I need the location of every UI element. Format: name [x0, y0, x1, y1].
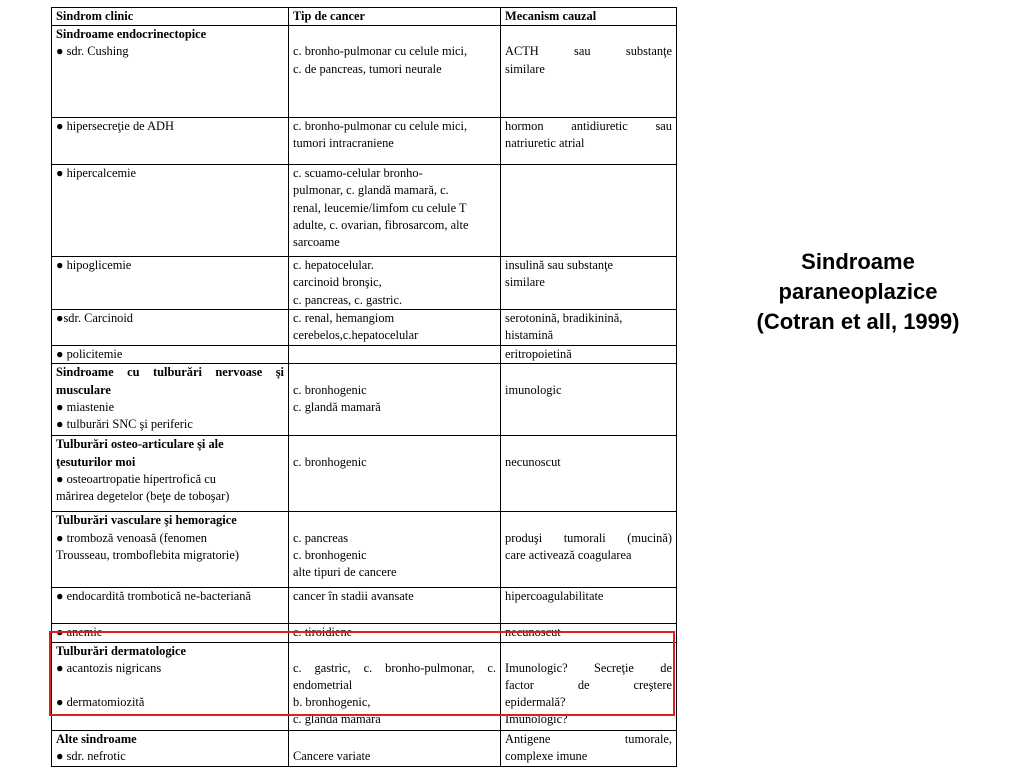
syndrome-item: ● anemie: [56, 625, 103, 640]
cell-clinical: [52, 588, 289, 624]
syndrome-item: ● endocardită trombotică ne-bacteriană: [56, 589, 251, 604]
syndrome-item: ● sdr. nefrotic: [56, 748, 126, 763]
paraneoplastic-syndromes-table: [51, 7, 677, 767]
group-heading: Alte sindroame: [56, 731, 137, 746]
cancer-line: adulte, c. ovarian, fibrosarcom, alte: [293, 217, 469, 232]
header-causal-mechanism: Mecanism cauzal: [501, 8, 677, 26]
mechanism-line: Imunologic?: [505, 712, 568, 727]
table-row: [52, 310, 677, 346]
cell-clinical: [52, 364, 289, 436]
mechanism-line: Imunologic? Secreţie de: [505, 660, 672, 675]
cell-cancer: [289, 730, 501, 766]
table-row: [52, 118, 677, 165]
header-clinical-syndrome: Sindrom clinic: [52, 8, 289, 26]
title-line: (Cotran et all, 1999): [756, 309, 960, 334]
mechanism-line: factor de creştere: [505, 678, 672, 692]
mechanism-line: necunoscut: [505, 454, 561, 469]
spacer: [56, 677, 284, 694]
spacer: [293, 512, 496, 529]
mechanism-line: imunologic: [505, 382, 562, 397]
mechanism-line: similare: [505, 61, 545, 76]
cell-cancer: [289, 165, 501, 257]
mechanism-line: hipercoagulabilitate: [505, 589, 604, 604]
mechanism-line: insulină sau substanţe: [505, 258, 614, 273]
cell-cancer: [289, 624, 501, 642]
cancer-line: c. renal, hemangiom: [293, 311, 395, 326]
syndrome-item: ● tulburări SNC şi periferic: [56, 417, 193, 432]
cancer-line: c. bronho-pulmonar cu celule mici,: [293, 119, 468, 134]
cell-clinical: [52, 436, 289, 512]
cancer-line: endometrial: [293, 678, 353, 692]
mechanism-line: hormon antidiuretic sau: [505, 119, 672, 134]
table-header-row: [52, 8, 677, 26]
group-heading: Sindroame endocrinectopice: [56, 27, 207, 42]
syndrome-item: ● dermatomiozită: [56, 695, 145, 710]
cancer-line: carcinoid bronşic,: [293, 275, 382, 290]
table-row: [52, 436, 677, 512]
group-heading: Sindroame cu tulburări nervoase şi: [56, 365, 284, 380]
cancer-line: renal, leucemie/limfom cu celule T: [293, 200, 467, 215]
table-row: [52, 588, 677, 624]
syndrome-item: ● miastenie: [56, 399, 115, 414]
cell-clinical: [52, 26, 289, 118]
cancer-line: cancer în stadii avansate: [293, 589, 414, 604]
mechanism-line: Antigene tumorale,: [505, 731, 672, 746]
cell-cancer: [289, 310, 501, 346]
cell-cancer: [289, 26, 501, 118]
mechanism-line: necunoscut: [505, 625, 561, 640]
cell-clinical: [52, 624, 289, 642]
syndrome-item: ● sdr. Cushing: [56, 44, 129, 59]
cell-mechanism: [501, 346, 677, 364]
cell-cancer: [289, 512, 501, 588]
spacer: [505, 26, 672, 43]
table-row: [52, 346, 677, 364]
syndrome-item: ● acantozis nigricans: [56, 660, 162, 675]
table-row: [52, 642, 677, 730]
cell-cancer: [289, 257, 501, 310]
table-row: [52, 624, 677, 642]
spacer: [293, 436, 496, 453]
cancer-line: alte tipuri de cancere: [293, 565, 397, 579]
cancer-line: c. glandă mamară: [293, 712, 381, 727]
cancer-line: pulmonar, c. glandă mamară, c.: [293, 183, 449, 198]
table-row: [52, 26, 677, 118]
cell-clinical: [52, 118, 289, 165]
cell-mechanism: [501, 26, 677, 118]
cancer-line: c. glandă mamară: [293, 399, 381, 414]
mechanism-line: epidermală?: [505, 695, 566, 710]
cell-clinical: [52, 730, 289, 766]
table-row: [52, 512, 677, 588]
spacer: [505, 364, 672, 381]
group-heading: ţesuturilor moi: [56, 454, 136, 469]
cell-cancer: [289, 346, 501, 364]
cancer-line: c. gastric, c. bronho-pulmonar, c.: [293, 660, 496, 675]
syndrome-item: ●sdr. Carcinoid: [56, 311, 133, 326]
cancer-line: Cancere variate: [293, 748, 371, 763]
mechanism-line: eritropoietină: [505, 347, 572, 362]
cell-clinical: [52, 642, 289, 730]
group-heading: musculare: [56, 382, 111, 397]
table-row: [52, 257, 677, 310]
spacer: [293, 26, 496, 43]
cell-mechanism: [501, 588, 677, 624]
group-heading: Tulburări vasculare şi hemoragice: [56, 513, 237, 528]
mechanism-line: care activează coagularea: [505, 547, 632, 562]
syndrome-item: ● hipersecreţie de ADH: [56, 119, 174, 134]
syndrome-item: ● tromboză venoasă (fenomen: [56, 530, 207, 545]
table-row: [52, 364, 677, 436]
cancer-line: cerebelos,c.hepatocelular: [293, 328, 419, 343]
cell-cancer: [289, 588, 501, 624]
cancer-line: c. pancreas: [293, 530, 349, 545]
mechanism-line: ACTH sau substanţe: [505, 44, 672, 59]
cancer-line: c. hepatocelular.: [293, 258, 374, 273]
spacer: [293, 643, 496, 660]
mechanism-line: histamină: [505, 328, 554, 343]
syndrome-item: ● hipoglicemie: [56, 258, 132, 273]
cancer-line: c. bronho-pulmonar cu celule mici,: [293, 44, 468, 59]
mechanism-line: serotonină, bradikinină,: [505, 311, 623, 326]
cell-mechanism: [501, 642, 677, 730]
cell-clinical: [52, 257, 289, 310]
cancer-line: c. pancreas, c. gastric.: [293, 292, 403, 307]
cell-mechanism: [501, 257, 677, 310]
syndrome-item: Trousseau, tromboflebita migratorie): [56, 547, 239, 562]
cancer-line: c. scuamo-celular bronho-: [293, 166, 423, 181]
cancer-line: c. bronhogenic: [293, 547, 367, 562]
group-heading: Tulburări osteo-articulare şi ale: [56, 437, 224, 452]
cancer-line: tumori intracraniene: [293, 136, 394, 151]
cell-cancer: [289, 364, 501, 436]
syndrome-item: ● osteoartropatie hipertrofică cu: [56, 471, 216, 486]
spacer: [293, 364, 496, 381]
title-line: Sindroame: [801, 249, 915, 274]
cancer-line: sarcoame: [293, 235, 340, 250]
cancer-line: c. tiroidiene: [293, 625, 353, 640]
mechanism-line: produşi tumorali (mucină): [505, 530, 672, 545]
syndrome-item: mărirea degetelor (beţe de toboşar): [56, 489, 230, 504]
cell-mechanism: [501, 730, 677, 766]
cancer-line: c. bronhogenic: [293, 454, 367, 469]
table-row: [52, 165, 677, 257]
group-heading: Tulburări dermatologice: [56, 643, 186, 658]
cell-clinical: [52, 512, 289, 588]
mechanism-line: natriuretic atrial: [505, 136, 585, 151]
cancer-line: c. bronhogenic: [293, 382, 367, 397]
cell-mechanism: [501, 512, 677, 588]
spacer: [505, 512, 672, 529]
cell-clinical: [52, 346, 289, 364]
table-row: [52, 730, 677, 766]
title-line: paraneoplazice: [778, 279, 938, 304]
cell-cancer: [289, 118, 501, 165]
mechanism-line: complexe imune: [505, 748, 588, 763]
cell-clinical: [52, 165, 289, 257]
cell-mechanism: [501, 436, 677, 512]
cell-mechanism: [501, 310, 677, 346]
cell-mechanism: [501, 364, 677, 436]
cancer-line: b. bronhogenic,: [293, 695, 371, 710]
syndrome-item: ● policitemie: [56, 347, 123, 362]
header-cancer-type: Tip de cancer: [289, 8, 501, 26]
cancer-line: c. de pancreas, tumori neurale: [293, 61, 442, 76]
cell-cancer: [289, 642, 501, 730]
slide-title: [728, 247, 988, 337]
syndrome-item: ● hipercalcemie: [56, 166, 137, 181]
cell-mechanism: [501, 118, 677, 165]
cell-clinical: [52, 310, 289, 346]
spacer: [505, 643, 672, 660]
cell-mechanism: [501, 624, 677, 642]
spacer: [505, 436, 672, 453]
cell-cancer: [289, 436, 501, 512]
mechanism-line: similare: [505, 275, 545, 290]
spacer: [293, 731, 496, 748]
cell-mechanism: [501, 165, 677, 257]
